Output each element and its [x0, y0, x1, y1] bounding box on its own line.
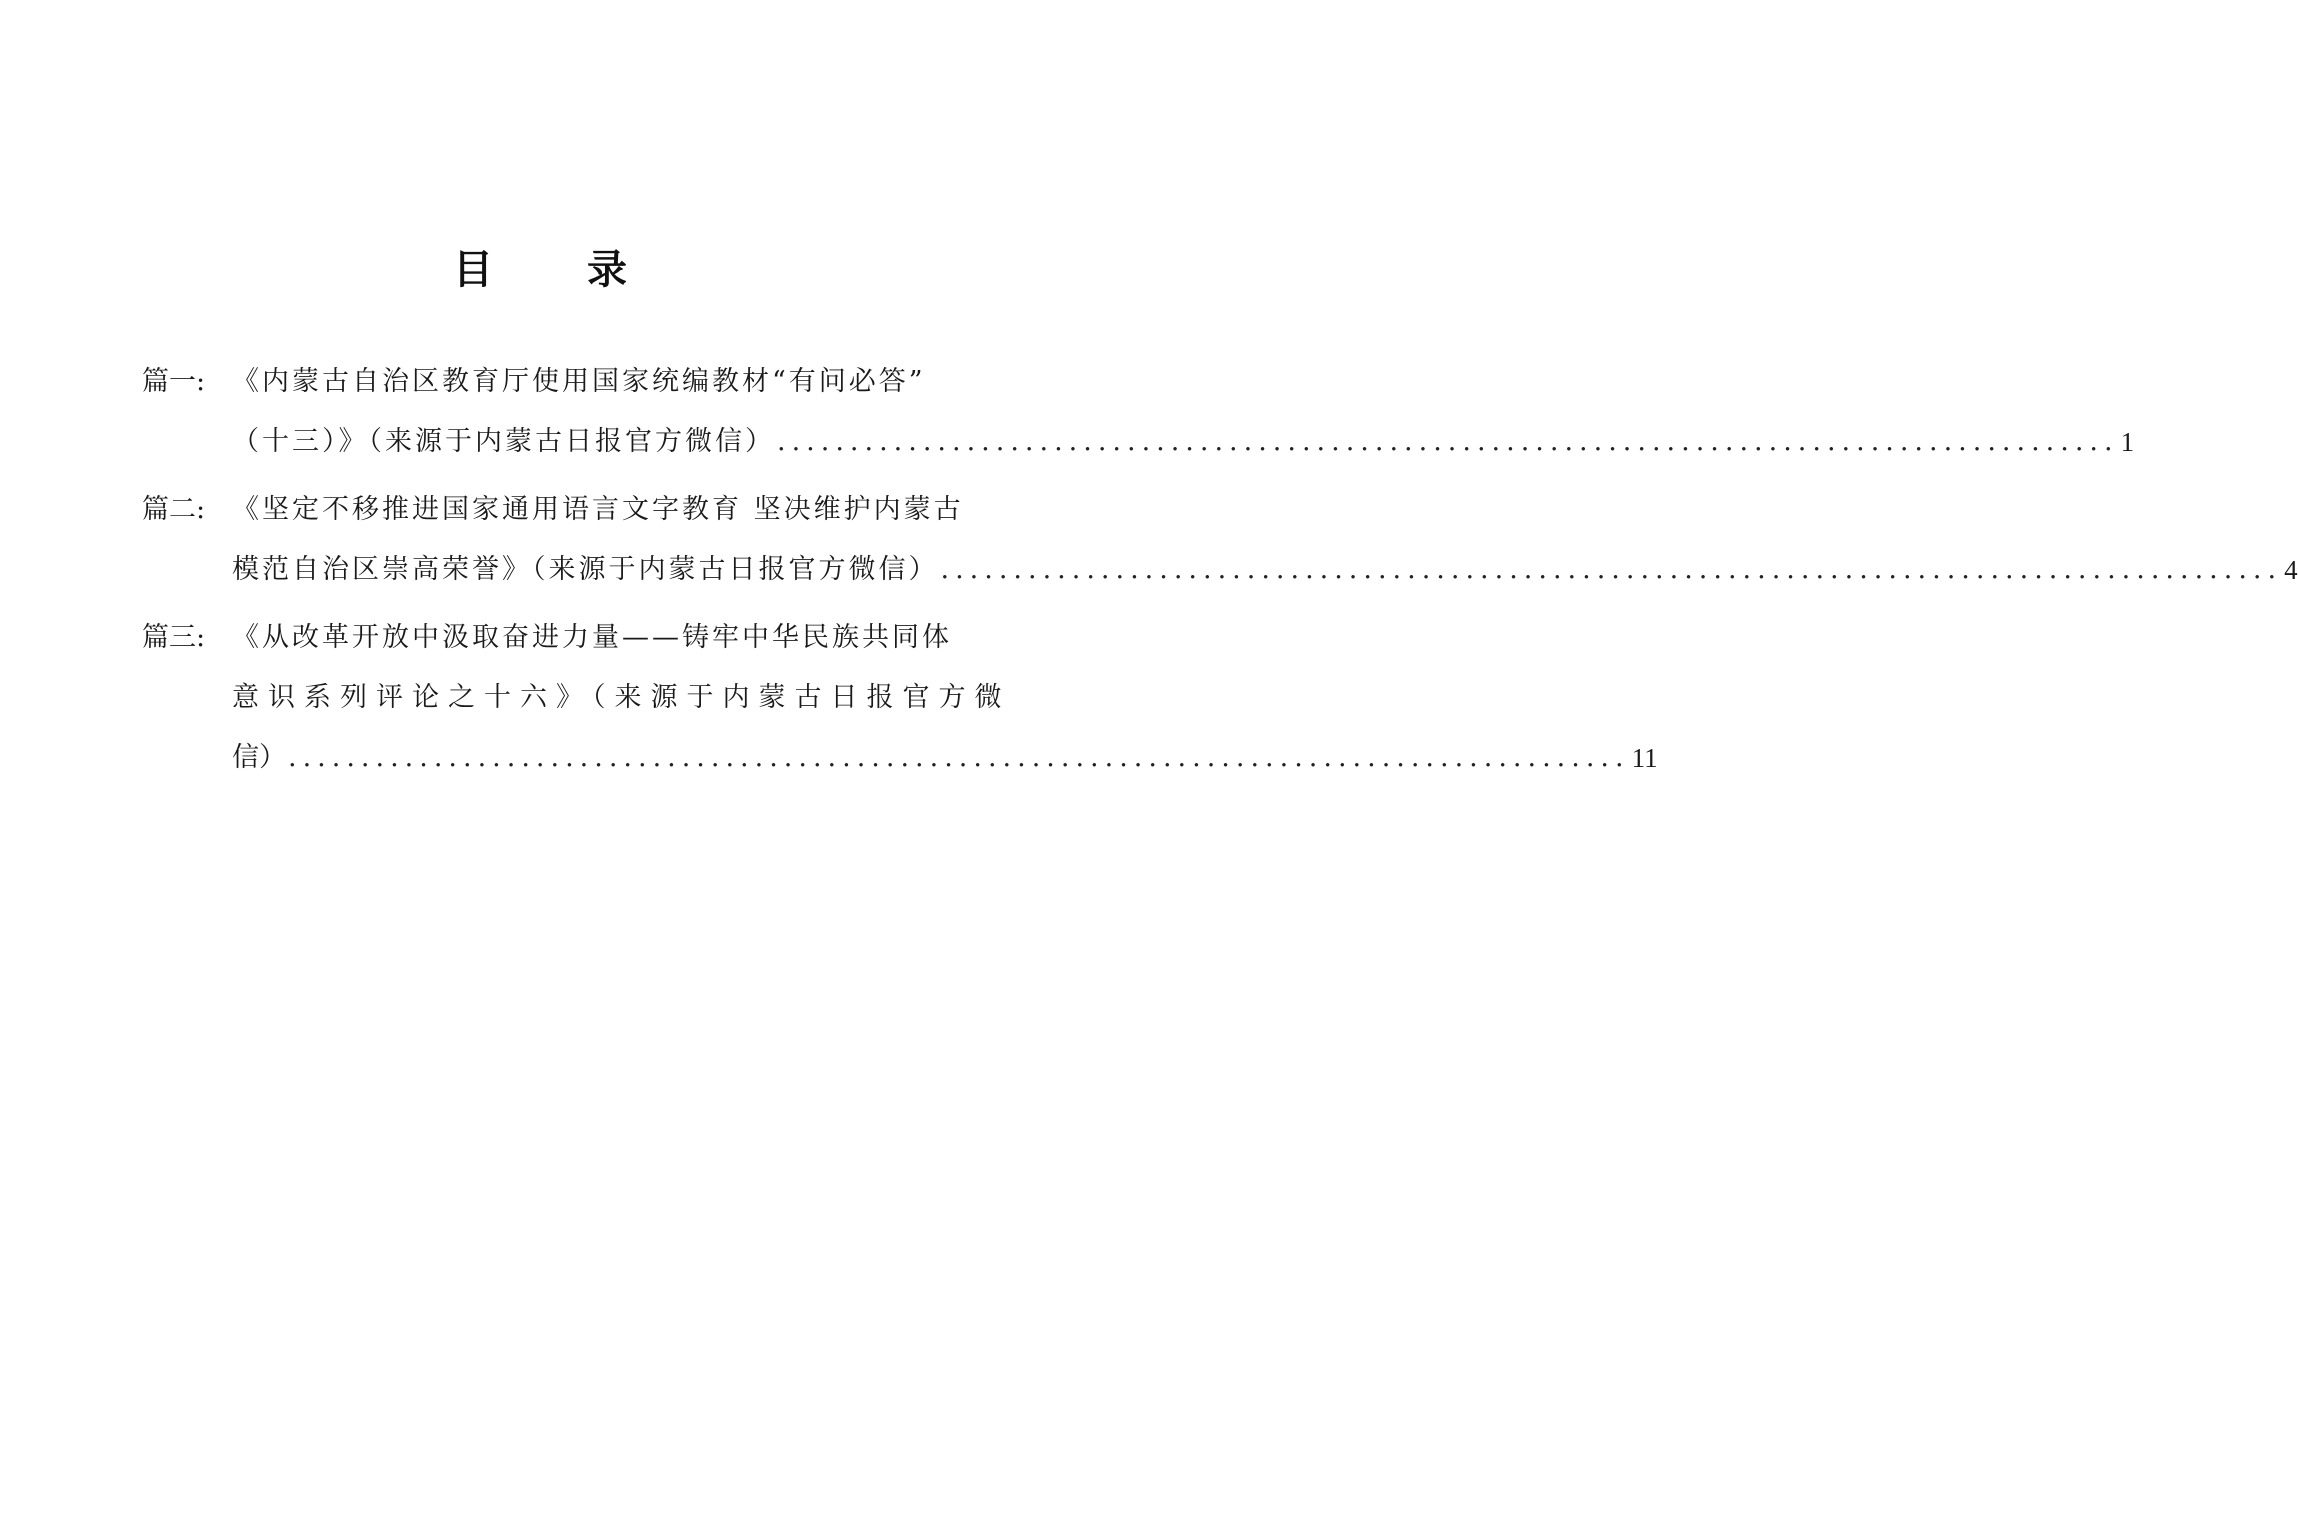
entry-body [232, 480, 2298, 600]
entry-title-line: 《从改革开放中汲取奋进力量——铸牢中华民族共同体 [232, 622, 952, 653]
entry-title-line: 意识系列评论之十六》（来源于内蒙古日报官方微 [232, 682, 1011, 713]
entry-title-line: 《坚定不移推进国家通用语言文字教育 坚决维护内蒙古 [232, 494, 964, 525]
dot-leader: ............................................................................................ [777, 426, 2119, 457]
page-number: 4 [2284, 555, 2298, 585]
entry-prefix: 篇二: [142, 494, 206, 525]
dot-leader: ............................................................................................ [940, 554, 2283, 585]
entry-body [232, 352, 2135, 472]
entry-body [232, 608, 1658, 788]
dot-leader: ............................................................................................ [288, 742, 1630, 773]
page-number: 1 [2120, 427, 2135, 457]
entry-title-line: 《内蒙古自治区教育厅使用国家统编教材“有问必答” [232, 366, 926, 397]
entry-title-line: 信） [232, 742, 286, 773]
entry-prefix: 篇三: [142, 622, 206, 653]
entry-leader-line [232, 728, 1658, 788]
entry-leader-line [232, 540, 2298, 600]
page-title: 目 录 [453, 247, 667, 293]
page-number: 11 [1631, 743, 1658, 773]
entry-title-line: 模范自治区崇高荣誉》（来源于内蒙古日报官方微信） [232, 554, 939, 585]
entry-title-line: （十三）》（来源于内蒙古日报官方微信） [232, 426, 775, 457]
entry-prefix: 篇一: [142, 366, 206, 397]
entry-leader-line [232, 412, 2135, 472]
